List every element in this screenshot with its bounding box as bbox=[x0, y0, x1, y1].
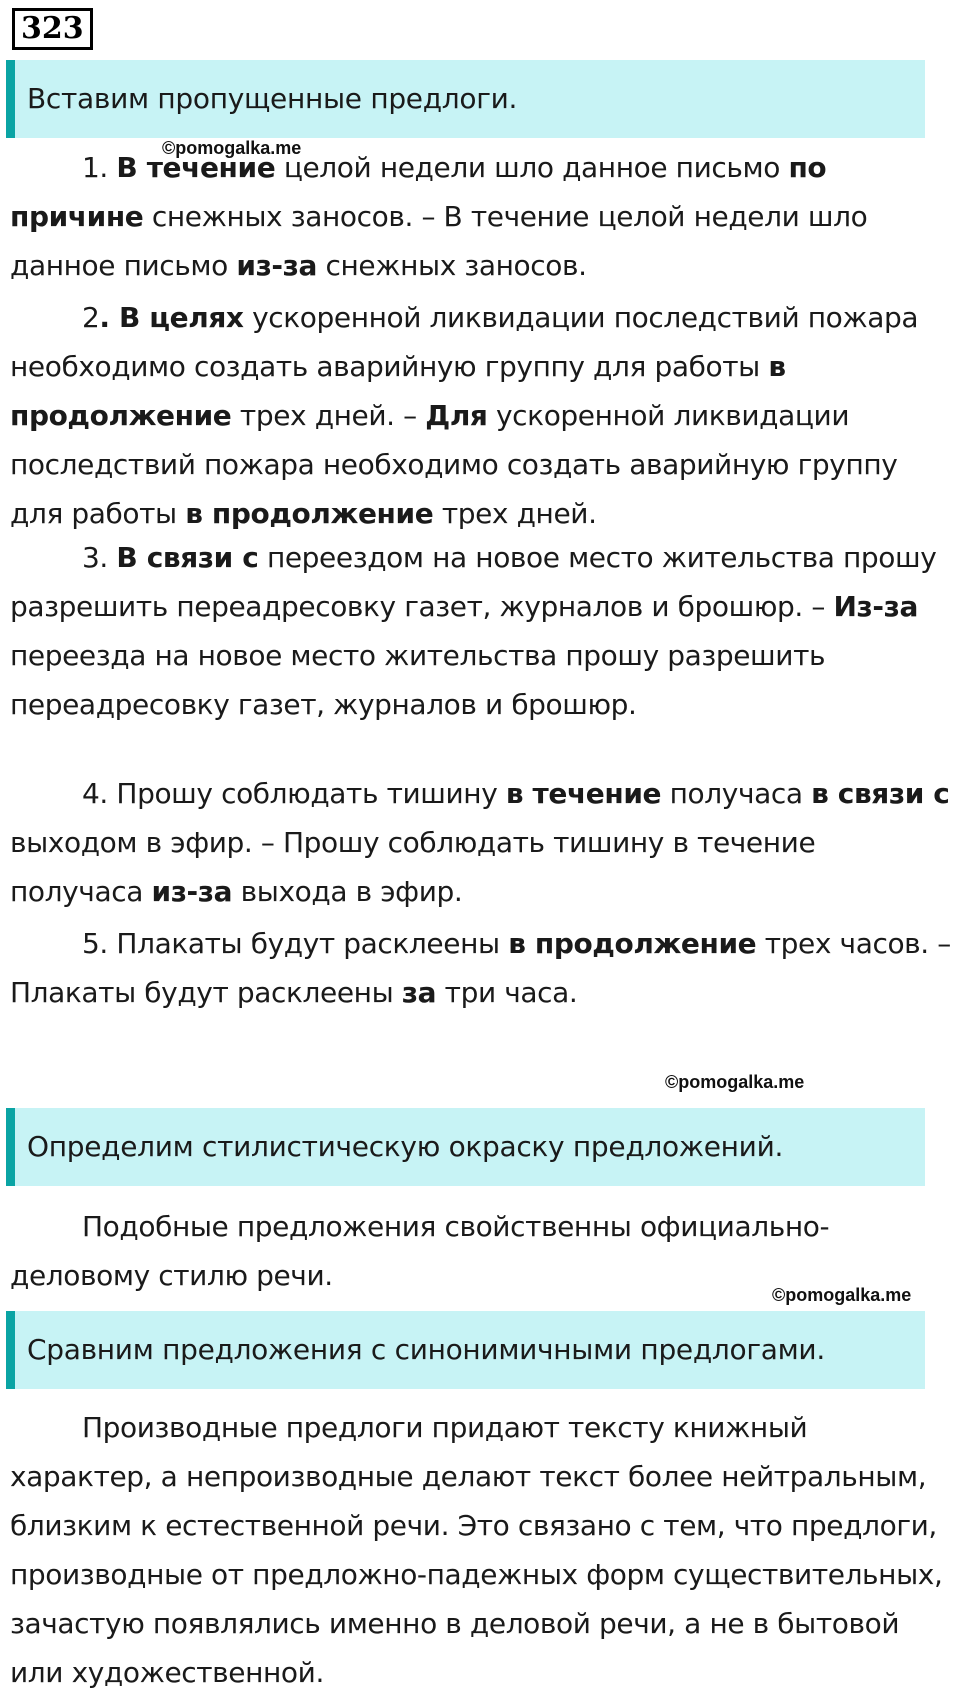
item-number: 5. bbox=[82, 927, 117, 960]
section-heading-compare-synonyms: Сравним предложения с синонимичными предлогами. bbox=[6, 1311, 925, 1389]
preposition-highlight: В течение bbox=[116, 151, 276, 184]
section-heading-stylistic-coloring: Определим стилистическую окраску предложений. bbox=[6, 1108, 925, 1186]
sentence-item-1 bbox=[10, 143, 955, 290]
task-number: 323 bbox=[12, 8, 93, 50]
preposition-highlight: в течение bbox=[505, 777, 662, 810]
sentence-text: снежных заносов. – В течение целой недели шло данное письмо bbox=[10, 200, 868, 282]
sentence-item-2 bbox=[10, 293, 955, 538]
preposition-highlight: Из-за bbox=[833, 590, 919, 623]
preposition-highlight: из-за bbox=[236, 249, 318, 282]
sentence-text: ускоренной ликвидации последствий пожара необходимо создать аварийную группу для работы bbox=[10, 301, 919, 383]
preposition-highlight: В связи с bbox=[116, 541, 259, 574]
watermark: ©pomogalka.me bbox=[162, 138, 302, 158]
sentence-text: три часа. bbox=[436, 976, 578, 1009]
sentence-text: переездом на новое место жительства прошу разрешить переадресовку газет, журналов и брошюр. – bbox=[10, 541, 937, 623]
comparison-paragraph bbox=[10, 1403, 955, 1697]
sentence-text: трех дней. bbox=[433, 497, 597, 530]
preposition-highlight: в продолжение bbox=[10, 350, 786, 432]
sentence-text: выхода в эфир. bbox=[232, 875, 463, 908]
preposition-highlight: в связи с bbox=[811, 777, 950, 810]
sentence-text: трех часов. – Плакаты будут расклеены bbox=[10, 927, 951, 1009]
sentence-text: снежных заносов. bbox=[317, 249, 587, 282]
watermark: ©pomogalka.me bbox=[772, 1285, 912, 1305]
preposition-highlight: в продолжение bbox=[185, 497, 434, 530]
sentence-text: Прошу соблюдать тишину bbox=[116, 777, 506, 810]
sentence-text: целой недели шло данное письмо bbox=[275, 151, 789, 184]
sentence-item-3 bbox=[10, 533, 955, 729]
preposition-highlight: по причине bbox=[10, 151, 827, 233]
style-conclusion-text: Подобные предложения свойственны официально-деловому стилю речи. bbox=[10, 1210, 830, 1292]
comparison-text: Производные предлоги придают тексту книжный характер, а непроизводные делают текст более нейтральным, близким к естественной речи. Это связано с тем, что предлоги, производные от предложно-падежных форм существительных, зачастую появлялись именно в деловой речи, а не в бытовой или художественной. bbox=[10, 1411, 943, 1689]
preposition-highlight: Для bbox=[425, 399, 488, 432]
section-heading-insert-prepositions: Вставим пропущенные предлоги. bbox=[6, 60, 925, 138]
sentence-text: выходом в эфир. – Прошу соблюдать тишину в течение получаса bbox=[10, 826, 816, 908]
sentence-text: Плакаты будут расклеены bbox=[116, 927, 509, 960]
preposition-highlight: . В целях bbox=[99, 301, 244, 334]
item-number: 4. bbox=[82, 777, 117, 810]
sentence-text: получаса bbox=[661, 777, 812, 810]
watermark: ©pomogalka.me bbox=[665, 1072, 805, 1092]
item-number: 1. bbox=[82, 151, 117, 184]
preposition-highlight: за bbox=[401, 976, 437, 1009]
item-number: 2 bbox=[82, 301, 100, 334]
sentence-item-5 bbox=[10, 919, 955, 1017]
preposition-highlight: из-за bbox=[151, 875, 233, 908]
sentence-text: трех дней. – bbox=[231, 399, 426, 432]
sentence-item-4 bbox=[10, 769, 955, 916]
sentence-text: ускоренной ликвидации последствий пожара необходимо создать аварийную группу для работы bbox=[10, 399, 898, 530]
item-number: 3. bbox=[82, 541, 117, 574]
sentence-text: переезда на новое место жительства прошу разрешить переадресовку газет, журналов и брошюр. bbox=[10, 639, 826, 721]
preposition-highlight: в продолжение bbox=[508, 927, 757, 960]
